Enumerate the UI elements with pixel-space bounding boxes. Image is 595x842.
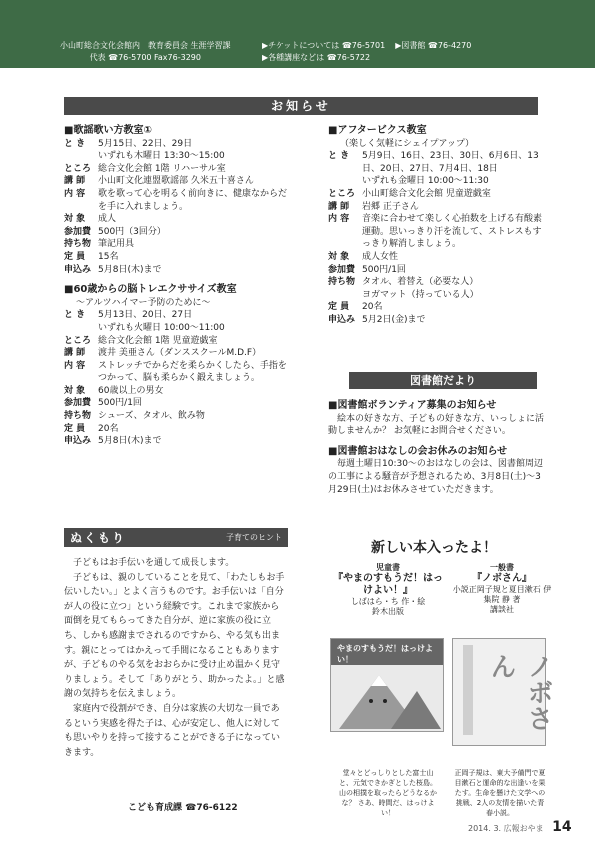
afterbics-section [328, 125, 542, 327]
nukumori-hint: 子育てのヒント [226, 533, 282, 542]
left-notices [64, 117, 290, 448]
footer-date: 2014. 3. [468, 824, 502, 833]
left-notice-2-row [64, 397, 290, 410]
nukumori-body [64, 556, 288, 760]
field-label: 定 員 [64, 251, 86, 262]
field-label: 申込み [64, 436, 92, 447]
header-ticket-contact: ▶チケットについては ☎76-5701 [262, 41, 386, 50]
book2-cover-title: ノボさん [486, 653, 553, 731]
left-notice-2-row [64, 309, 290, 334]
afterbics-subtitle: （楽しく気軽にシェイプアップ） [340, 138, 475, 149]
book1-publisher: 鈴木出版 [372, 607, 404, 616]
field-value: 岩郷 正子さん [362, 201, 419, 212]
field-label: 対 象 [328, 251, 350, 262]
left-notice-2-row [64, 435, 290, 448]
left-notice-1-row [64, 238, 290, 251]
field-value: 音楽に合わせて楽しく心拍数を上げる有酸素運動。思いっきり汗を流して、ストレスもすっきり解消しましょう。 [362, 214, 543, 250]
field-label: 持ち物 [64, 411, 92, 422]
footer-publication: 広報おやま [503, 824, 544, 833]
field-value: 5月2日(金)まで [362, 314, 426, 325]
afterbics-row [328, 201, 542, 214]
field-value: 20名 [98, 423, 119, 434]
field-label: 申込み [328, 314, 356, 325]
header-course-contact: ▶各種講座などは ☎76-5722 [262, 53, 371, 62]
field-label: 持ち物 [64, 239, 92, 250]
nukumori-title: ぬくもり [70, 531, 127, 545]
volunteer-title: ■図書館ボランティア募集のお知らせ [328, 400, 497, 411]
field-label: 講 師 [328, 201, 350, 212]
header-library-contact: ▶図書館 ☎76-4270 [395, 41, 472, 50]
field-label: と き [64, 138, 86, 149]
book2-caption: 正岡子規は、東大予備門で夏目漱石と運命的な出逢いを果たす。生命を懸けた文学への挑戦、2人の友情を描いた青春小説。 [454, 769, 546, 817]
afterbics-row [328, 188, 542, 201]
field-label: 対 象 [64, 214, 86, 225]
book1-cover [330, 638, 444, 732]
left-notice-1-row [64, 264, 290, 277]
field-value: ストレッチでからだを柔らかくしたら、手指をつかって、脳も柔らかく鍛えましょう。 [98, 360, 287, 384]
book1-info [330, 563, 446, 617]
left-notice-1-section [64, 125, 290, 276]
left-notice-1-row [64, 138, 290, 163]
new-books-title: 新しい本入ったよ！ [371, 540, 497, 556]
field-label: 定 員 [64, 423, 86, 434]
afterbics-row [328, 276, 542, 301]
notice-title-bar: お知らせ [64, 97, 538, 115]
book1-title: 『やまのすもうだ！はっけよい！』 [333, 573, 443, 596]
field-label: ところ [64, 335, 92, 346]
field-label: 内 容 [328, 214, 350, 225]
left-notice-2-row [64, 410, 290, 423]
library-notices [328, 396, 546, 496]
field-label: 対 象 [64, 385, 86, 396]
field-label: と き [64, 310, 86, 321]
afterbics-title: ■アフタービクス教室 [328, 125, 427, 136]
book2-author: 小説正岡子規と夏目漱石 伊集院 静 著 [452, 585, 552, 604]
field-label: 内 容 [64, 188, 86, 199]
book1-category: 児童書 [376, 563, 400, 572]
left-notice-1-row [64, 188, 290, 213]
field-value: 5月9日、16日、23日、30日、6月6日、13日、20日、27日、7月4日、18日 いずれも金曜日 10:00〜11:30 [362, 151, 539, 187]
left-notice-2-row [64, 360, 290, 385]
field-value: タオル、着替え（必要な人） ヨガマット（持っている人） [362, 277, 479, 300]
field-label: 参加費 [328, 264, 356, 275]
nukumori-paragraph: 子どもは、親のしていることを見て、「わたしもお手伝いしたい。」とよく言うものです。お手伝いは「自分が人の役に立つ」という経験です。これまで家族から面倒を見てもらってきた自分が、逆に家族の役に立ち、しかも感謝までされるのですから、やる気も出ます。親にとってはかえって手間になることもありますが、子どものやる気をおおらかに受け止め温かく見守りましょう。そして「ありがとう、助かったよ。」と感謝の気持ちを伝えましょう。 [64, 572, 285, 700]
field-value: 小山町総合文化会館 児童遊戯室 [362, 188, 491, 199]
left-notice-2-row [64, 423, 290, 436]
mountain-illustration [331, 639, 443, 731]
field-value: シューズ、タオル、飲み物 [98, 411, 205, 422]
left-notice-2-subtitle: 〜アルツハイマー予防のために〜 [76, 297, 211, 308]
left-notice-1-row [64, 213, 290, 226]
book2-info [452, 563, 552, 615]
field-value: 5月13日、20日、27日 いずれも火曜日 10:00〜11:00 [98, 310, 225, 333]
page-header [0, 0, 595, 68]
field-value: 60歳以上の男女 [98, 385, 164, 396]
field-value: 5月8日(木)まで [98, 264, 162, 275]
afterbics-row [328, 251, 542, 264]
library-title-bar: 図書館だより [349, 372, 537, 389]
page-footer [468, 819, 572, 835]
book2-title: 『ノボさん』 [472, 573, 532, 584]
field-label: ところ [64, 163, 92, 174]
volunteer-text: 絵本の好きな方、子どもの好きな方、いっしょに活動しませんか？ お気軽にお問合せください。 [328, 413, 545, 437]
field-value: 筆記用具 [98, 239, 135, 250]
nukumori-contact: こども育成課 ☎76-6122 [128, 803, 238, 813]
left-notice-2-title: ■60歳からの脳トレエクササイズ教室 [64, 284, 237, 296]
left-notice-2-row [64, 335, 290, 348]
nukumori-title-bar [64, 528, 288, 547]
field-value: 20名 [362, 302, 383, 313]
nukumori-paragraph: 子どもはお手伝いを通して成長します。 [73, 558, 235, 568]
field-label: ところ [328, 188, 356, 199]
field-value: 500円/1回 [362, 264, 406, 275]
field-value: 成人女性 [362, 251, 399, 262]
book1-caption: 堂々とどっしりとした富士山と、元気できかぎとした桜島。山の相撲を取ったらどうなるかな？ さあ、時間だ、はっけよい！ [339, 769, 437, 817]
left-notice-2-section [64, 284, 290, 448]
field-label: 申込み [64, 264, 92, 275]
field-label: 内 容 [64, 360, 86, 371]
field-label: 参加費 [64, 226, 92, 237]
left-notice-1-row [64, 175, 290, 188]
field-label: 持ち物 [328, 277, 356, 288]
field-value: 総合文化会館 1階 リハーサル室 [98, 163, 226, 174]
field-label: 参加費 [64, 398, 92, 409]
nukumori-paragraph: 家庭内で役割ができ、自分は家族の大切な一員であるという実感を得た子は、心が安定し、他人に対しても思いやりを持って接することができる子になっていきます。 [64, 703, 281, 758]
field-value: 成人 [98, 214, 117, 225]
field-value: 5月15日、22日、29日 いずれも木曜日 13:30〜15:00 [98, 138, 225, 162]
book2-category: 一般書 [490, 563, 514, 572]
afterbics-row [328, 264, 542, 277]
field-value: 5月8日(木)まで [98, 436, 162, 447]
field-value: 500円/1回 [98, 398, 142, 409]
left-notice-1-title: ■歌謡歌い方教室① [64, 125, 152, 136]
left-notice-1-row [64, 251, 290, 264]
book1-cover-title: やまのすもうだ！はっけよい！ [337, 644, 433, 664]
right-notices [328, 117, 542, 327]
field-value: 渡井 美亜さん（ダンススクールM.D.F） [98, 348, 262, 359]
field-label: と き [328, 151, 350, 162]
afterbics-row [328, 314, 542, 327]
left-notice-2-row [64, 347, 290, 360]
field-label: 定 員 [328, 302, 350, 313]
header-contacts [262, 40, 481, 64]
book2-cover [452, 638, 553, 746]
field-value: 歌を歌って心を明るく前向きに、健康なからだを手に入れましょう。 [98, 188, 288, 212]
afterbics-row [328, 213, 542, 251]
book2-publisher: 講談社 [490, 605, 514, 614]
field-value: 総合文化会館 1階 児童遊戯室 [98, 335, 218, 346]
afterbics-row [328, 150, 542, 188]
field-value: 500円（3回分） [98, 226, 166, 237]
field-label: 講 師 [64, 176, 86, 187]
field-value: 小山町文化連盟歌謡部 久米五十喜さん [98, 176, 254, 187]
field-value: 15名 [98, 251, 119, 262]
left-notice-1-row [64, 163, 290, 176]
header-office-phone: 代表 ☎76-5700 Fax76-3290 [89, 53, 201, 62]
header-office-info [60, 40, 231, 64]
left-notice-1-row [64, 226, 290, 239]
closure-title: ■図書館おはなしの会お休みのお知らせ [328, 445, 508, 457]
afterbics-row [328, 301, 542, 314]
header-office-name: 小山町総合文化会館内 教育委員会 生涯学習課 [60, 41, 231, 50]
page-number: 14 [552, 819, 572, 835]
left-notice-2-row [64, 385, 290, 398]
closure-text: 毎週土曜日10:30〜のおはなしの会は、図書館周辺の工事による騒音が予想されるため、3月8日(土)〜3月29日(土)はお休みさせていただきます。 [328, 459, 543, 495]
field-label: 講 師 [64, 348, 86, 359]
book1-author: しばはら・ち 作・絵 [350, 597, 426, 606]
